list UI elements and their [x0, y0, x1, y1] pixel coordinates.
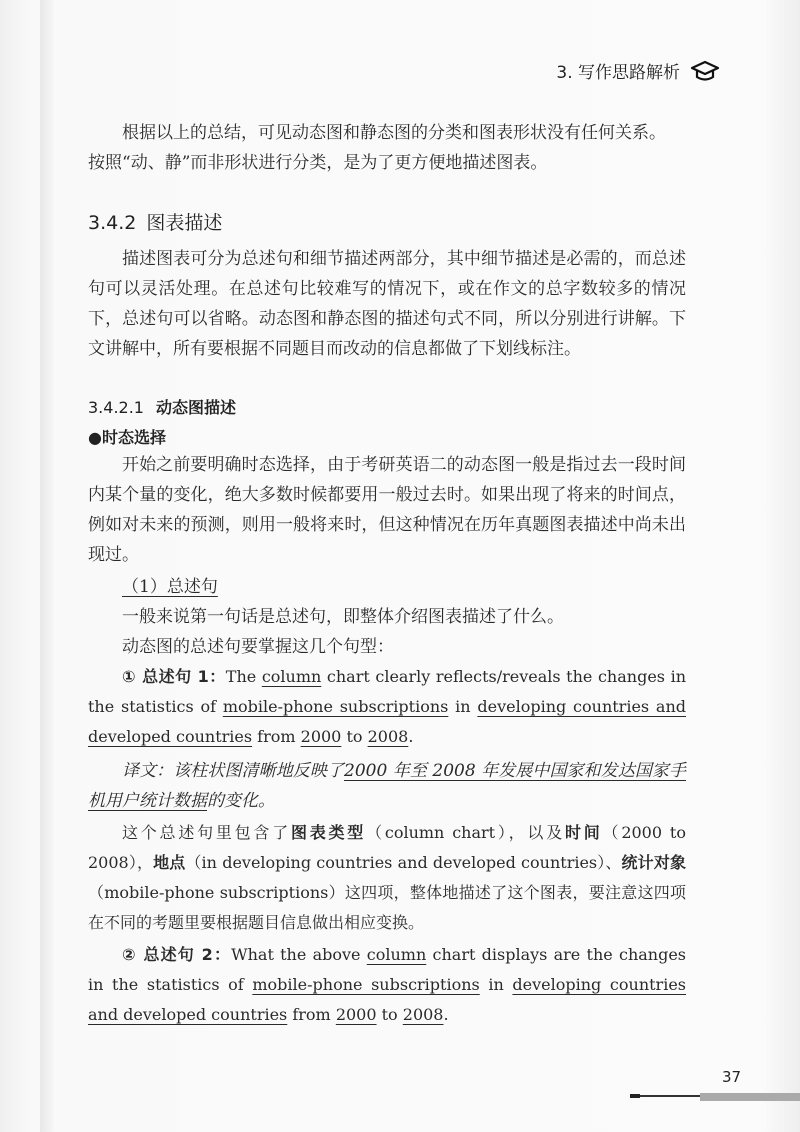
- subsection-title: 动态图描述: [155, 398, 236, 417]
- footer-bar: [630, 1090, 800, 1102]
- pattern-1-block: [88, 662, 686, 752]
- tense-paragraph: 开始之前要明确时态选择，由于考研英语二的动态图一般是指过去一段时间内某个量的变化，绝大多数时候都要用一般过去时。如果出现了将来的时间点，例如对未来的预测，则用一般将来时，但这种情况在历年真题图表描述中尚未出现过。: [88, 455, 686, 565]
- running-header-text: 3. 写作思路解析: [556, 63, 680, 83]
- text: .: [443, 1005, 449, 1024]
- underlined-chart-type: column: [261, 667, 322, 686]
- underlined-start-year: 2000: [300, 727, 342, 746]
- footer-bar-line: [640, 1095, 700, 1097]
- section-heading-3-4-2: [88, 208, 686, 235]
- intro-paragraph: [88, 118, 686, 178]
- summary-sentence-block: [88, 572, 686, 662]
- text: （mobile-phone subscriptions）这四项，整体地描述了这个图表，要注意这四项在不同的考题里要根据题目信息做出相应变换。: [88, 883, 686, 932]
- subsection-number: 3.4.2.1: [88, 398, 144, 417]
- text: from: [287, 1005, 336, 1024]
- text: chart clearly reflects/reveals the changes in the statistics of: [88, 667, 686, 716]
- sub-heading-1: [88, 572, 686, 602]
- section-heading-3-4-2-1: [88, 395, 686, 418]
- bold-chart-type: 图表类型: [290, 823, 367, 842]
- running-header: [556, 58, 720, 83]
- text: .: [408, 727, 414, 746]
- bold-place: 地点: [153, 853, 186, 872]
- footer-bar-grey: [700, 1093, 800, 1101]
- pattern-2-marker: ② 总述句 2：: [122, 945, 232, 964]
- bold-subject: 统计对象: [621, 853, 686, 872]
- pattern-1-marker: ① 总述句 1：: [122, 667, 226, 686]
- text: （in developing countries and developed countries）、: [185, 853, 622, 872]
- translation-1-block: [88, 756, 686, 816]
- footer-bar-block: [630, 1094, 640, 1098]
- text: 译文：该柱状图清晰地反映了: [122, 761, 345, 781]
- underlined-translation: 2000 年至 2008 年发展中国家和发达国家手机用户统计数据: [88, 761, 686, 811]
- section-number: 3.4.2: [88, 212, 137, 234]
- pattern-2-sentence: [88, 940, 686, 1030]
- sub-heading-label: （1）总述句: [122, 577, 218, 597]
- paragraph: 描述图表可分为总述句和细节描述两部分，其中细节描述是必需的，而总述句可以灵活处理。在总述句比较难写的情况下，或在作文的总字数较多的情况下，总述句可以省略。动态图和静态图的描述句式不同，所以分别进行讲解。下文讲解中，所有要根据不同题目而改动的信息都做了下划线标注。: [88, 249, 686, 359]
- text: （column chart），以及: [366, 823, 565, 842]
- graduation-cap-icon: [690, 60, 720, 82]
- intro-line-1: 根据以上的总结，可见动态图和静态图的分类和图表形状没有任何关系。: [122, 123, 666, 143]
- explanation-block: [88, 818, 686, 938]
- bullet-heading: ●时态选择: [88, 428, 166, 447]
- text: chart displays are the changes in the statistics of: [88, 945, 687, 994]
- page-number: 37: [722, 1068, 742, 1086]
- text: 这个总述句里包含了: [122, 823, 291, 842]
- underlined-subject: mobile-phone subscriptions: [222, 697, 449, 716]
- text: to: [341, 727, 368, 746]
- intro-line-2: 按照“动、静”而非形状进行分类，是为了更方便地描述图表。: [88, 153, 548, 173]
- underlined-end-year: 2008: [367, 727, 409, 746]
- page-binding-shadow: [40, 0, 54, 1132]
- text: in: [479, 975, 513, 994]
- text: in: [448, 697, 478, 716]
- underlined-end-year: 2008: [402, 1005, 444, 1024]
- underlined-place: developing countries and developed countries: [88, 975, 687, 1024]
- text: （2000 to 2008），: [88, 823, 686, 872]
- text: The: [225, 667, 262, 686]
- summary-patterns-line: 动态图的总述句要掌握这几个句型：: [122, 637, 394, 657]
- text: from: [252, 727, 301, 746]
- underlined-place: developing countries and developed countries: [88, 697, 687, 746]
- section-3-4-2-body: [88, 244, 686, 364]
- explanation-paragraph: [88, 818, 686, 938]
- pattern-1-sentence: [88, 662, 686, 752]
- bold-time: 时间: [564, 823, 603, 842]
- pattern-2-block: [88, 940, 686, 1030]
- underlined-start-year: 2000: [335, 1005, 377, 1024]
- text: to: [376, 1005, 403, 1024]
- section-title: 图表描述: [146, 212, 223, 234]
- translation-1: [88, 756, 686, 816]
- underlined-chart-type: column: [366, 945, 427, 964]
- text: What the above: [231, 945, 367, 964]
- text: 的变化。: [207, 791, 275, 811]
- tense-paragraph-block: [88, 450, 686, 570]
- underlined-subject: mobile-phone subscriptions: [252, 975, 480, 994]
- summary-intro-line: 一般来说第一句话是总述句，即整体介绍图表描述了什么。: [122, 607, 564, 627]
